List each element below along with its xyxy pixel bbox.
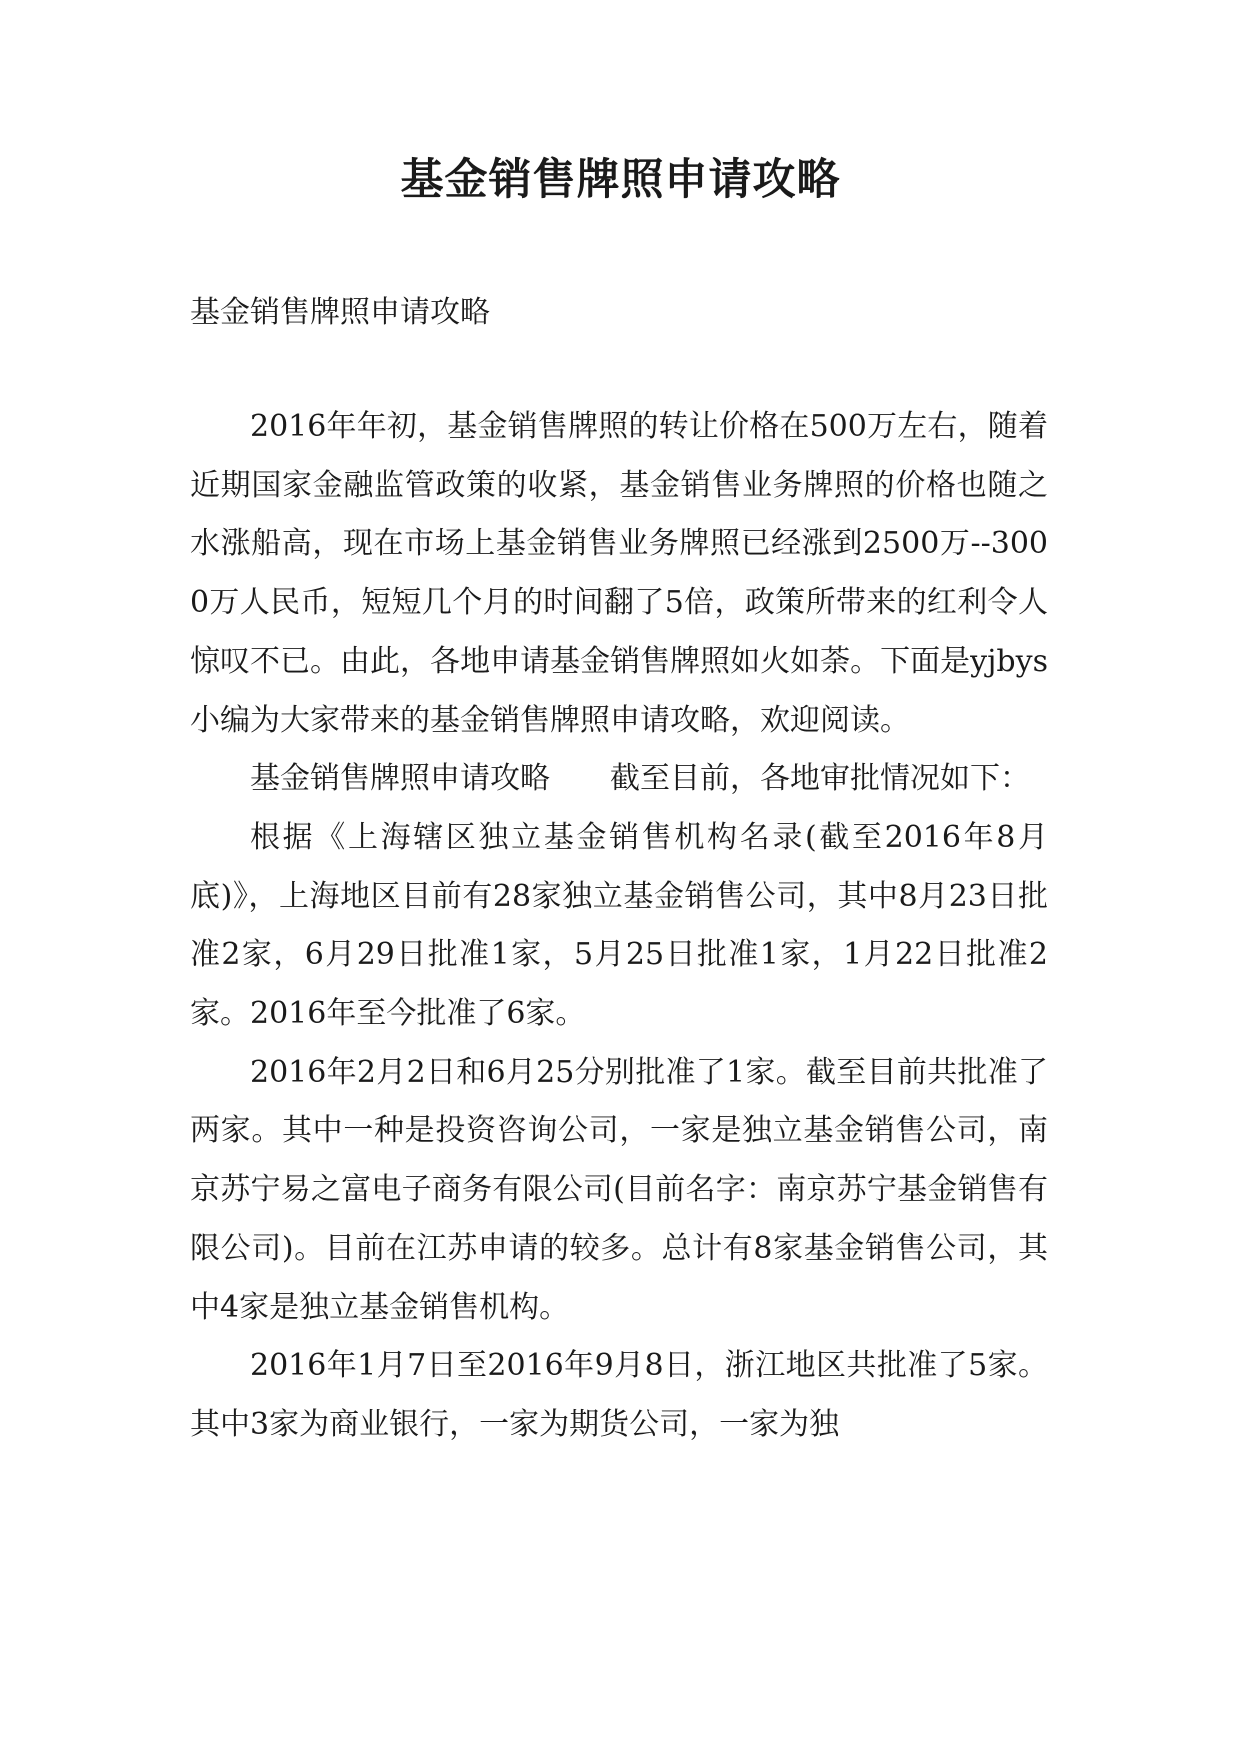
document-subtitle: 基金销售牌照申请攻略: [190, 295, 490, 330]
body-paragraph: 2016年年初，基金销售牌照的转让价格在500万左右，随着近期国家金融监管政策的收紧，基金销售业务牌照的价格也随之水涨船高，现在市场上基金销售业务牌照已经涨到2500万--3000万人民币，短短几个月的时间翻了5倍，政策所带来的红利令人惊叹不已。由此，各地申请基金销售牌照如火如荼。下面是yjbys小编为大家带来的基金销售牌照申请攻略，欢迎阅读。: [190, 409, 1048, 738]
body-paragraph: 基金销售牌照申请攻略 截至目前，各地审批情况如下：: [250, 761, 1030, 797]
body-paragraph: 2016年2月2日和6月25分别批准了1家。截至目前共批准了两家。其中一种是投资咨询公司，一家是独立基金销售公司，南京苏宁易之富电子商务有限公司(目前名字：南京苏宁基金销售有限公司)。目前在江苏申请的较多。总计有8家基金销售公司，其中4家是独立基金销售机构。: [190, 1054, 1048, 1325]
document-body: [190, 398, 1048, 1455]
document-title: 基金销售牌照申请攻略: [400, 155, 841, 205]
body-paragraph: 2016年1月7日至2016年9月8日，浙江地区共批准了5家。其中3家为商业银行，一家为期货公司，一家为独: [190, 1348, 1048, 1442]
body-paragraph: 根据《上海辖区独立基金销售机构名录(截至2016年8月底)》，上海地区目前有28家独立基金销售公司，其中8月23日批准2家，6月29日批准1家，5月25日批准1家，1月22日批准2家。2016年至今批准了6家。: [190, 819, 1048, 1032]
